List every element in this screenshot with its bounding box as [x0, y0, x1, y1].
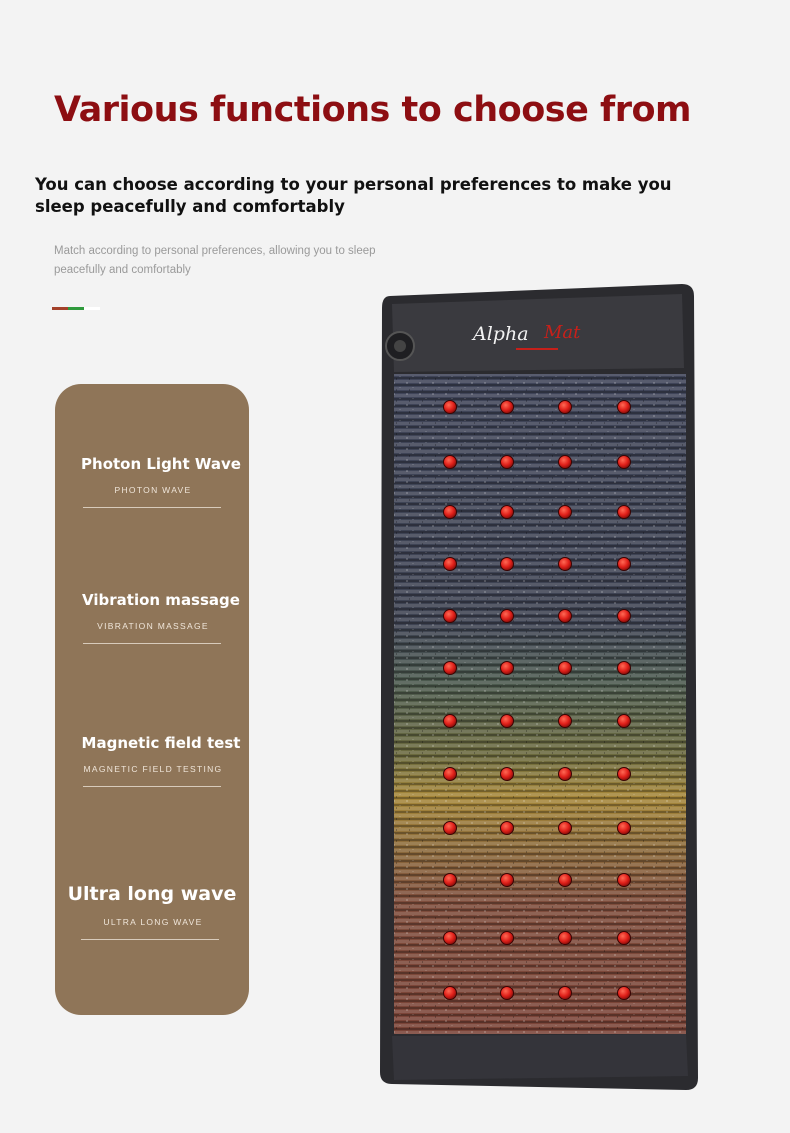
led-light — [559, 558, 572, 571]
led-light — [444, 768, 457, 781]
feature-subtitle: ULTRA LONG WAVE — [103, 917, 203, 927]
feature-divider — [81, 939, 219, 940]
led-light — [444, 987, 457, 1000]
product-image — [378, 282, 698, 1092]
led-light — [559, 715, 572, 728]
feature-name: Ultra long wave — [67, 883, 237, 905]
led-light — [618, 987, 631, 1000]
page-description: Match according to personal preferences, allowing you to sleep peacefully and comfortably — [54, 245, 376, 276]
led-light — [444, 610, 457, 623]
led-light — [501, 987, 514, 1000]
led-light — [501, 506, 514, 519]
led-light — [618, 932, 631, 945]
led-light — [618, 768, 631, 781]
features-panel — [55, 384, 249, 1015]
brand-logo-alpha: Alpha — [473, 323, 529, 345]
page-subtitle: You can choose according to your personal preferences to make you sleep peacefully and comfortably — [35, 175, 672, 216]
page-title: Various functions to choose from — [54, 90, 692, 130]
led-light — [559, 932, 572, 945]
led-light — [501, 456, 514, 469]
feature-name: Magnetic field test — [81, 734, 241, 752]
feature-divider — [83, 786, 221, 787]
brand-logo-mat: Mat — [544, 322, 581, 343]
feature-vibration-massage — [55, 591, 249, 644]
led-light — [559, 456, 572, 469]
led-light — [501, 932, 514, 945]
led-light — [618, 874, 631, 887]
led-light — [444, 715, 457, 728]
led-light — [559, 822, 572, 835]
accent-green-segment — [68, 307, 84, 310]
feature-name: Photon Light Wave — [81, 455, 241, 473]
feature-magnetic-field-test — [55, 734, 249, 787]
led-light — [501, 874, 514, 887]
led-light — [559, 506, 572, 519]
feature-subtitle: VIBRATION MASSAGE — [97, 621, 209, 631]
feature-divider — [83, 643, 221, 644]
led-light — [444, 456, 457, 469]
led-light — [618, 506, 631, 519]
led-light — [501, 558, 514, 571]
led-light — [618, 456, 631, 469]
feature-subtitle: PHOTON WAVE — [114, 485, 192, 495]
feature-subtitle: MAGNETIC FIELD TESTING — [83, 764, 223, 774]
led-light — [559, 662, 572, 675]
feature-divider — [83, 507, 221, 508]
led-light — [559, 987, 572, 1000]
led-light — [444, 558, 457, 571]
led-light — [618, 558, 631, 571]
led-light — [559, 610, 572, 623]
led-light — [559, 768, 572, 781]
accent-red-segment — [52, 307, 68, 310]
led-light — [444, 401, 457, 414]
led-light — [444, 822, 457, 835]
led-light — [444, 662, 457, 675]
led-light — [618, 715, 631, 728]
mat-footer — [392, 1034, 688, 1080]
led-light — [444, 932, 457, 945]
led-light — [501, 768, 514, 781]
feature-ultra-long-wave — [55, 883, 249, 940]
accent-white-segment — [84, 307, 100, 310]
feature-photon-light-wave — [55, 455, 249, 508]
heating-mat-illustration — [378, 282, 698, 1092]
led-light — [444, 506, 457, 519]
led-light — [501, 822, 514, 835]
led-light — [618, 610, 631, 623]
led-light — [501, 662, 514, 675]
led-light — [559, 874, 572, 887]
led-light — [501, 401, 514, 414]
led-light — [501, 610, 514, 623]
feature-name: Vibration massage — [82, 591, 240, 609]
mat-header — [392, 294, 684, 372]
led-light — [618, 662, 631, 675]
color-accent-bar — [52, 307, 100, 310]
led-light — [444, 874, 457, 887]
led-light — [501, 715, 514, 728]
led-light — [618, 401, 631, 414]
led-light — [559, 401, 572, 414]
led-light — [618, 822, 631, 835]
